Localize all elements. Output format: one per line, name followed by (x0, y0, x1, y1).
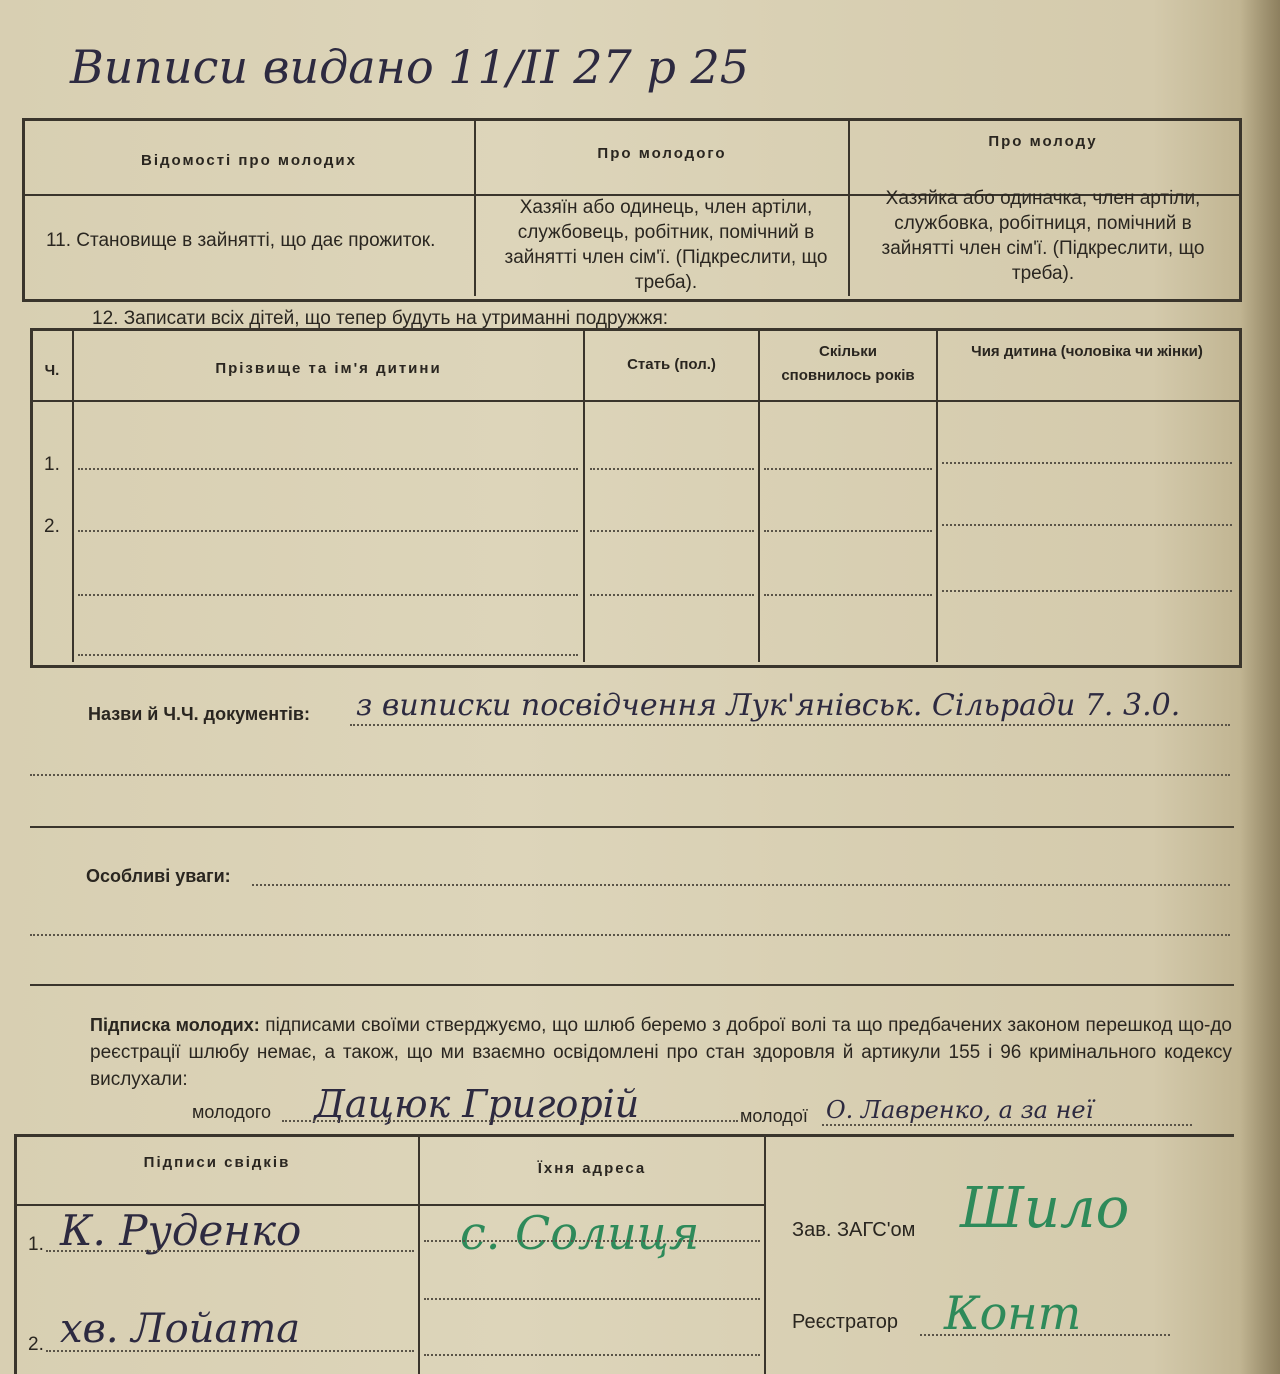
children-col-age: Скільки сповнилось років (781, 343, 915, 384)
registry-head-signature: Шило (960, 1176, 1130, 1241)
address-row-line (424, 1240, 760, 1242)
documents-line (30, 774, 1230, 776)
section-divider (30, 826, 1234, 828)
pledge-text: підписами своїми стверджуємо, що шлюб беремо з доброї волі та що предбачених законом перешкод що-до реєстрації шлюбу немає, а також, що ми взаємно освідомлені про стан здоровля й артикули 155 і 96 кримінального кодексу вислухали: (90, 1015, 1232, 1090)
children-row-line (764, 530, 932, 532)
witness-col-address: Їхня адреса (537, 1160, 647, 1177)
groom-signature-line (282, 1120, 738, 1122)
children-row-line (78, 468, 578, 470)
children-row-line (590, 594, 754, 596)
section-divider (30, 984, 1234, 986)
children-col-name: Прізвище та ім'я дитини (215, 360, 442, 377)
table1-col-groom-header: Про молодого (597, 145, 727, 162)
children-header-line (30, 400, 1239, 402)
bride-signature: О. Лавренко, а за неї (826, 1096, 1094, 1124)
pledge-label: Підписка молодих: (90, 1015, 260, 1035)
page-edge-shadow (1240, 0, 1280, 1374)
bride-signature-line (822, 1124, 1192, 1126)
children-row-line (590, 530, 754, 532)
groom-occupation-options: Хазяїн або одинець, член артіли, службовець, робітник, помічний в зайнятті член сім'ї. (Підкреслити, що треба). (504, 197, 828, 293)
witness-1-number: 1. (28, 1234, 44, 1255)
notes-line (30, 934, 1230, 936)
children-divider-4 (936, 330, 938, 662)
children-col-number: Ч. (44, 362, 60, 379)
children-divider-2 (583, 330, 585, 662)
children-row-line (764, 468, 932, 470)
children-row-line (764, 594, 932, 596)
registry-head-label: Зав. ЗАГС'ом (792, 1219, 916, 1241)
witness-2-signature: хв. Лойата (60, 1306, 301, 1352)
children-divider-3 (758, 330, 760, 662)
registrar-signature: Конт (944, 1286, 1082, 1340)
children-col-whose: Чия дитина (чоловіка чи жінки) (971, 343, 1203, 360)
children-divider-1 (72, 330, 74, 662)
children-row-line (942, 462, 1232, 464)
children-row-2-number: 2. (44, 516, 60, 537)
registrar-label: Реєстратор (792, 1311, 898, 1333)
children-row-line (942, 590, 1232, 592)
groom-signature-label: молодого (192, 1102, 272, 1122)
table1-col-info-header: Відомості про молодих (141, 152, 357, 169)
notes-label: Особливі уваги: (86, 866, 231, 886)
witness-1-signature: К. Руденко (60, 1206, 302, 1255)
header-handwritten-note: Виписи видано 11/II 27 р 25 (70, 40, 750, 94)
children-row-line (942, 524, 1232, 526)
table1-col-bride-header: Про молоду (988, 133, 1098, 150)
witness-col-signatures: Підписи свідків (143, 1154, 291, 1171)
notes-line (252, 884, 1230, 886)
groom-signature: Дацюк Григорій (314, 1082, 640, 1126)
occupation-row-label: 11. Становище в зайнятті, що дає прожиток. (46, 230, 436, 251)
pledge-paragraph (90, 1012, 1232, 1093)
children-col-sex: Стать (пол.) (627, 356, 716, 373)
children-row-line (78, 654, 578, 656)
bride-occupation-options: Хазяйка або одиначка, член артіли, службовка, робітниця, помічний в зайнятті член сім'ї. (Підкреслити, що треба). (881, 188, 1205, 284)
witness-row-line (46, 1350, 414, 1352)
bride-signature-label: молодої (740, 1106, 808, 1126)
children-heading: 12. Записати всіх дітей, що тепер будуть на утриманні подружжя: (92, 308, 669, 329)
witness-table-top (14, 1134, 1234, 1137)
witness-row-line (46, 1250, 414, 1252)
children-row-line (590, 468, 754, 470)
address-row-line (424, 1298, 760, 1300)
documents-value: з виписки посвідчення Лук'янівськ. Сільради 7. 3.0. (356, 688, 1181, 723)
documents-line (350, 724, 1230, 726)
children-row-line (78, 594, 578, 596)
children-row-1-number: 1. (44, 454, 60, 475)
children-table (30, 328, 1242, 668)
documents-label: Назви й Ч.Ч. документів: (88, 704, 310, 724)
children-row-line (78, 530, 578, 532)
address-row-line (424, 1354, 760, 1356)
witness-address: с. Солиця (460, 1206, 700, 1260)
witness-divider-2 (764, 1136, 766, 1374)
witness-2-number: 2. (28, 1334, 44, 1355)
registrar-signature-line (920, 1334, 1170, 1336)
